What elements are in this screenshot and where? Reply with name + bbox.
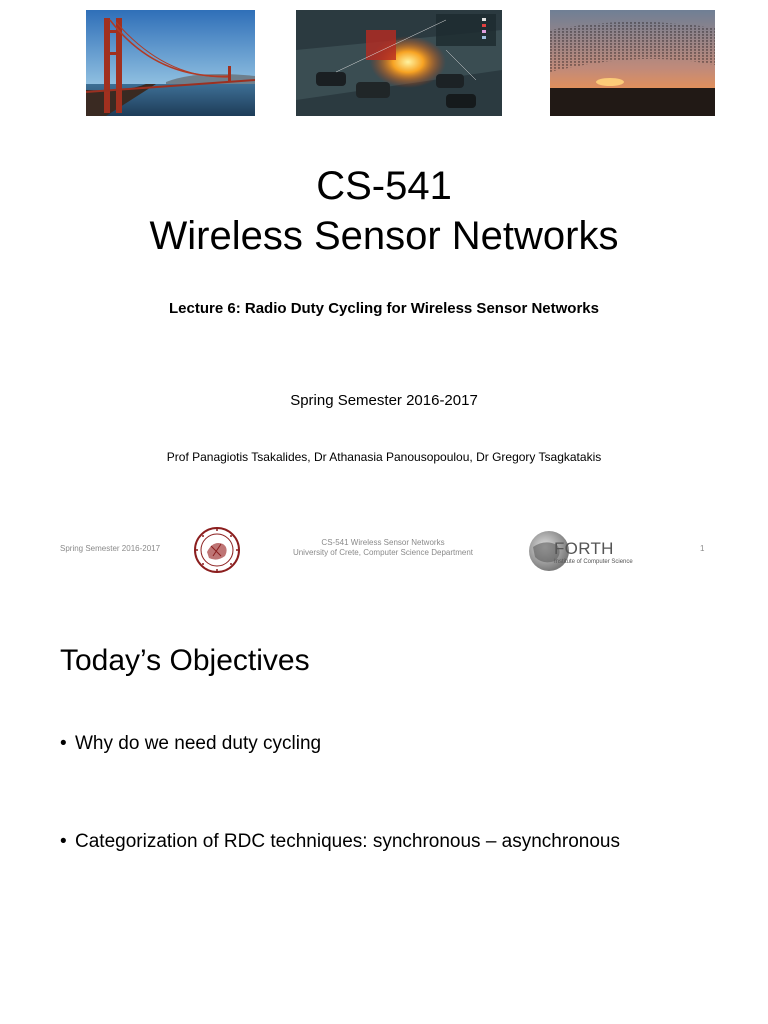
semester-text: Spring Semester 2016-2017 (290, 392, 478, 409)
page-number: 1 (700, 544, 705, 553)
bird-flock-sunset-photo (550, 10, 715, 116)
footer-semester: Spring Semester 2016-2017 (60, 544, 161, 553)
bullet-text: Why do we need duty cycling (75, 733, 322, 754)
bullet-item (60, 732, 321, 756)
university-of-crete-logo (193, 526, 241, 574)
bullet-marker: • (60, 831, 67, 852)
objectives-heading: Today’s Objectives (60, 644, 310, 677)
forth-logo-text: FORTH (554, 539, 614, 558)
golden-gate-bridge-photo (86, 10, 255, 116)
authors-text: Prof Panagiotis Tsakalides, Dr Athanasia Panousopoulou, Dr Gregory Tsagkatakis (166, 450, 602, 464)
footer-course-info (268, 538, 498, 558)
course-name-title: Wireless Sensor Networks (149, 214, 619, 258)
forth-logo (527, 529, 657, 573)
forth-logo-subtitle: Institute of Computer Science (554, 559, 633, 565)
traffic-accident-sensor-photo (296, 10, 502, 116)
bullet-marker: • (60, 733, 67, 754)
bullet-item (60, 830, 620, 854)
bullet-text: Categorization of RDC techniques: synchronous – asynchronous (75, 831, 620, 852)
lecture-subtitle: Lecture 6: Radio Duty Cycling for Wireless Sensor Networks (169, 300, 599, 317)
footer-course-name: CS-541 Wireless Sensor Networks (321, 538, 445, 547)
footer-department: University of Crete, Computer Science Department (292, 548, 474, 557)
course-code-title: CS-541 (316, 164, 452, 208)
